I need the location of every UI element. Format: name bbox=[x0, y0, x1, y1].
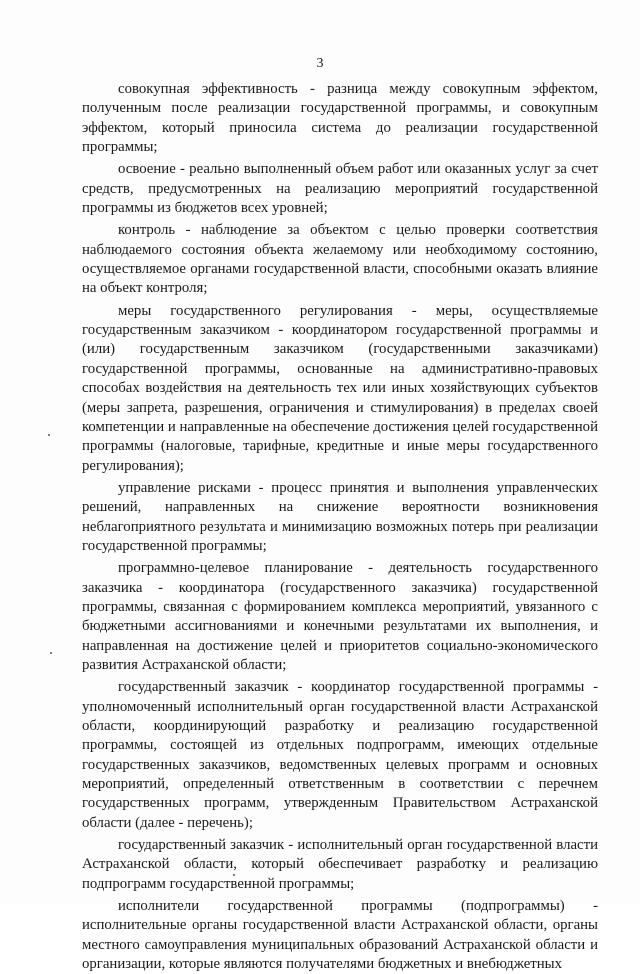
paragraph-risk-management: управление рисками - процесс принятия и выполнения управленческих решений, направленных на снижение вероятности возникновения неблагоприятного результата и минимизацию возможных потерь при реализации государственной программы; bbox=[82, 479, 598, 554]
paragraph-program-executors: исполнители государственной программы (подпрограммы) - исполнительные органы государственной власти Астраханской области, органы местного самоуправления муниципальных образований Астраханской области и организации, которые являются получателями бюджетных и внебюджетных bbox=[82, 898, 598, 973]
paragraph-program-planning: программно-целевое планирование - деятельность государственного заказчика - координатора (государственного заказчика) государственной программы, связанная с формированием комплекса мероприятий, увязанного с бюджетными ассигнованиями и конечными результатами их выполнения, и направленная на достижение целей и приоритетов социально-экономического развития Астраханской области; bbox=[82, 560, 598, 673]
paragraph-customer-coordinator: государственный заказчик - координатор государственной программы - уполномоченный исполнительный орган государственной власти Астраханской области, координирующий разработку и реализацию государственной программы, состоящей из отдельных подпрограмм, имеющих отдельные государственных заказчиков, ведомственных целевых программ и основных мероприятий, определенный ответственным в соответствии с перечнем государственных программ, утвержденным Правительством Астраханской области (далее - перечень); bbox=[82, 679, 598, 831]
paragraph-development: освоение - реально выполненный объем работ или оказанных услуг за счет средств, предусмотренных на реализацию мероприятий государственной программы из бюджетов всех уровней; bbox=[82, 161, 598, 217]
paragraph-total-efficiency: совокупная эффективность - разница между совокупным эффектом, полученным после реализации государственной программы, и совокупным эффектом, который приносила система до реализации государственной программы; bbox=[82, 81, 598, 156]
scan-speck bbox=[233, 874, 235, 876]
scan-speck bbox=[48, 434, 50, 436]
paragraph-control: контроль - наблюдение за объектом с целью проверки соответствия наблюдаемого состояния объекта желаемому или необходимому состоянию, осуществляемое органами государственной власти, способными оказать влияние на объект контроля; bbox=[82, 222, 598, 297]
page-number: 3 bbox=[316, 56, 324, 71]
scan-speck bbox=[50, 652, 52, 654]
body-text bbox=[82, 80, 598, 974]
paragraph-state-customer: государственный заказчик - исполнительный орган государственной власти Астраханской области, который обеспечивает разработку и реализацию подпрограмм государственной программы; bbox=[82, 837, 598, 892]
paragraph-regulation-measures: меры государственного регулирования - меры, осуществляемые государственным заказчиком - координатором государственной программы и (или) государственным заказчиком (государственными заказчиками) государственной программы, основанные на административно-правовых способах воздействия на деятельность тех или иных хозяйствующих субъектов (меры запрета, разрешения, ограничения и стимулирования) в пределах своей компетенции и направленные на обеспечение достижения целей государственной программы (налоговые, тарифные, кредитные и иные меры государственного регулирования); bbox=[82, 302, 598, 474]
